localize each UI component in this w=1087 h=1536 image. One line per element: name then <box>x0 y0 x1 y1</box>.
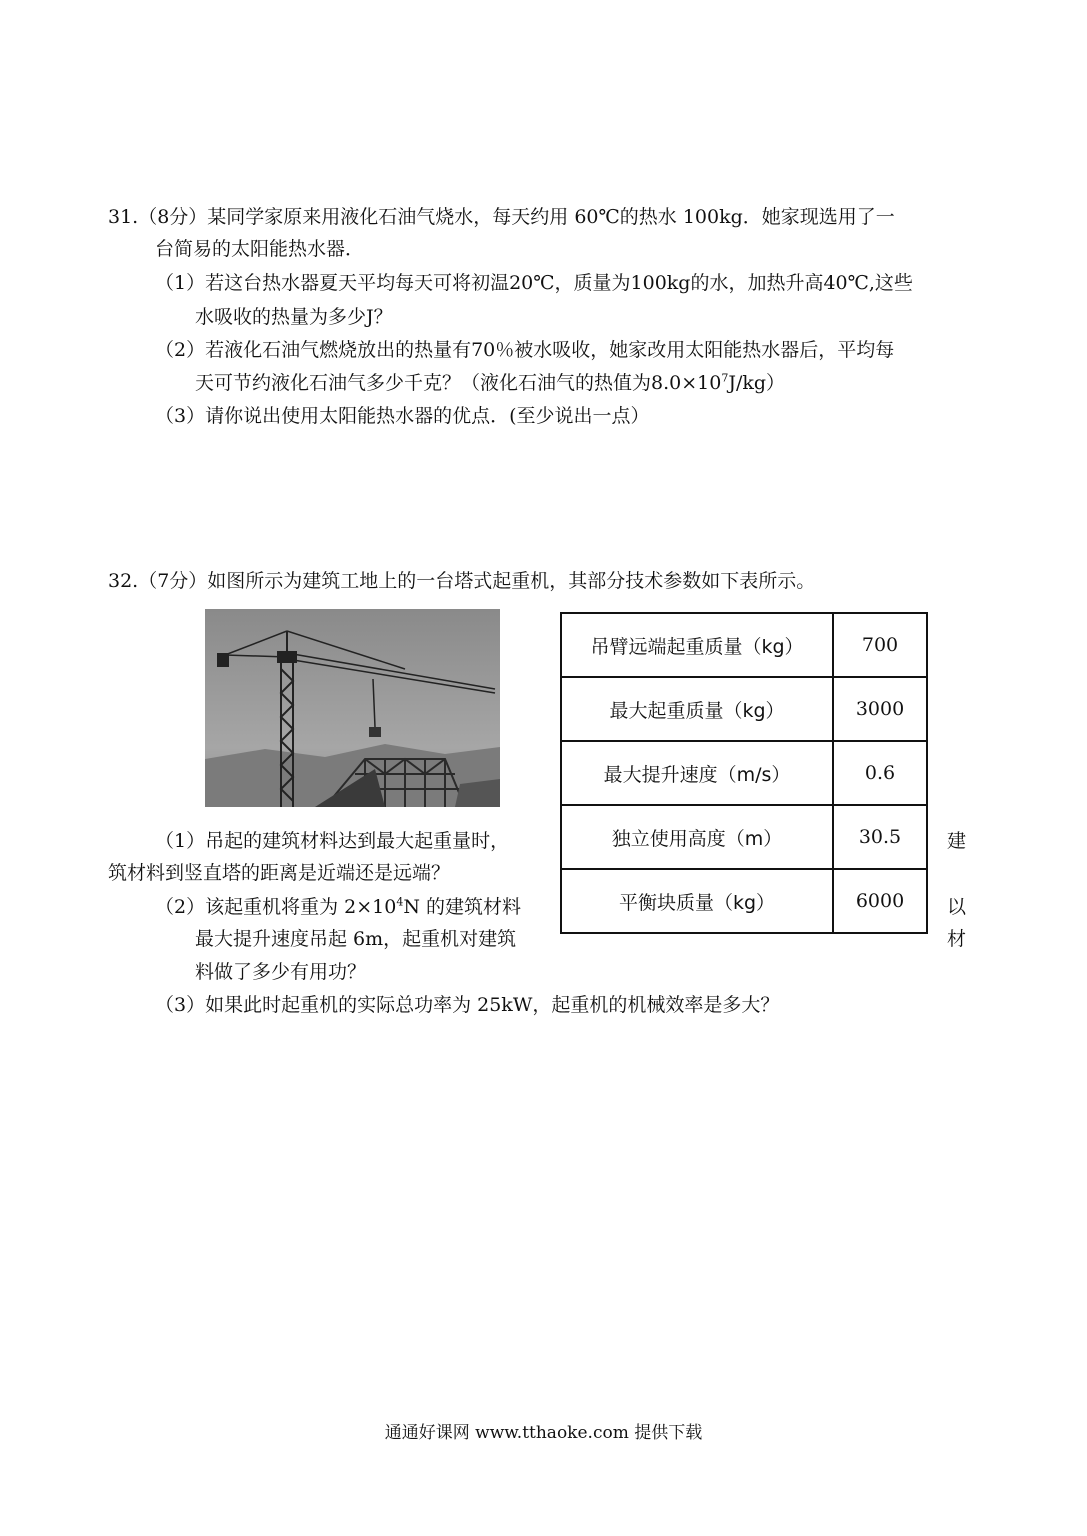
q31-part3: （3）请你说出使用太阳能热水器的优点．(至少说出一点） <box>155 405 650 427</box>
table-row <box>561 613 927 677</box>
q31-part2-line2: 天可节约液化石油气多少千克？（液化石油气的热值为$8.0\times 10^7J/kg$） <box>195 371 786 394</box>
crane-spec-table <box>560 612 928 934</box>
table-row <box>561 741 927 805</box>
q31-part1-line2: 水吸收的热量为多少J？ <box>195 306 393 328</box>
q32-part1-side-char: 建 <box>947 830 967 852</box>
spec-key: 吊臂远端起重质量（kg） <box>561 613 833 677</box>
q32-part2-line3: 料做了多少有用功？ <box>195 961 367 983</box>
spec-value: 30.5 <box>833 805 927 869</box>
tower-crane-photo <box>205 609 500 807</box>
spec-key: 平衡块质量（kg） <box>561 869 833 933</box>
page-footer: 通通好课网 www.tthaoke.com 提供下载 <box>384 1423 703 1443</box>
q32-part2-line1: （2）该起重机将重为 $2\times 10^4N$ 的建筑材料 <box>155 895 521 918</box>
table-row <box>561 805 927 869</box>
spec-value: 700 <box>833 613 927 677</box>
spec-value: 3000 <box>833 677 927 741</box>
q32-part3: （3）如果此时起重机的实际总功率为 25kW，起重机的机械效率是多大？ <box>155 994 780 1016</box>
q31-heading: 31.（8分）某同学家原来用液化石油气烧水，每天约用 60℃的热水 100kg．她家现选用了一 <box>108 206 895 228</box>
q32-part2-side-char2: 材 <box>947 928 967 950</box>
q32-part1-line2: 筑材料到竖直塔的距离是近端还是远端？ <box>108 862 451 884</box>
q31-part1-line1: （1）若这台热水器夏天平均每天可将初温20℃，质量为100kg的水，加热升高40℃,这些 <box>155 272 913 294</box>
spec-key: 最大起重质量（kg） <box>561 677 833 741</box>
spec-value: 0.6 <box>833 741 927 805</box>
q31-part2-line1: （2）若液化石油气燃烧放出的热量有70％被水吸收，她家改用太阳能热水器后，平均每 <box>155 339 895 361</box>
q32-part1-line1: （1）吊起的建筑材料达到最大起重量时， <box>155 830 510 852</box>
q32-part2-side-char1: 以 <box>947 896 967 918</box>
q32-heading: 32.（7分）如图所示为建筑工地上的一台塔式起重机，其部分技术参数如下表所示。 <box>108 570 816 592</box>
q31-heading-cont: 台简易的太阳能热水器． <box>155 238 365 260</box>
spec-value: 6000 <box>833 869 927 933</box>
spec-key: 独立使用高度（m） <box>561 805 833 869</box>
table-row <box>561 869 927 933</box>
spec-key: 最大提升速度（m/s） <box>561 741 833 805</box>
table-row <box>561 677 927 741</box>
crane-illustration <box>205 609 500 807</box>
q32-part2-line2: 最大提升速度吊起 6m，起重机对建筑 <box>195 928 517 950</box>
